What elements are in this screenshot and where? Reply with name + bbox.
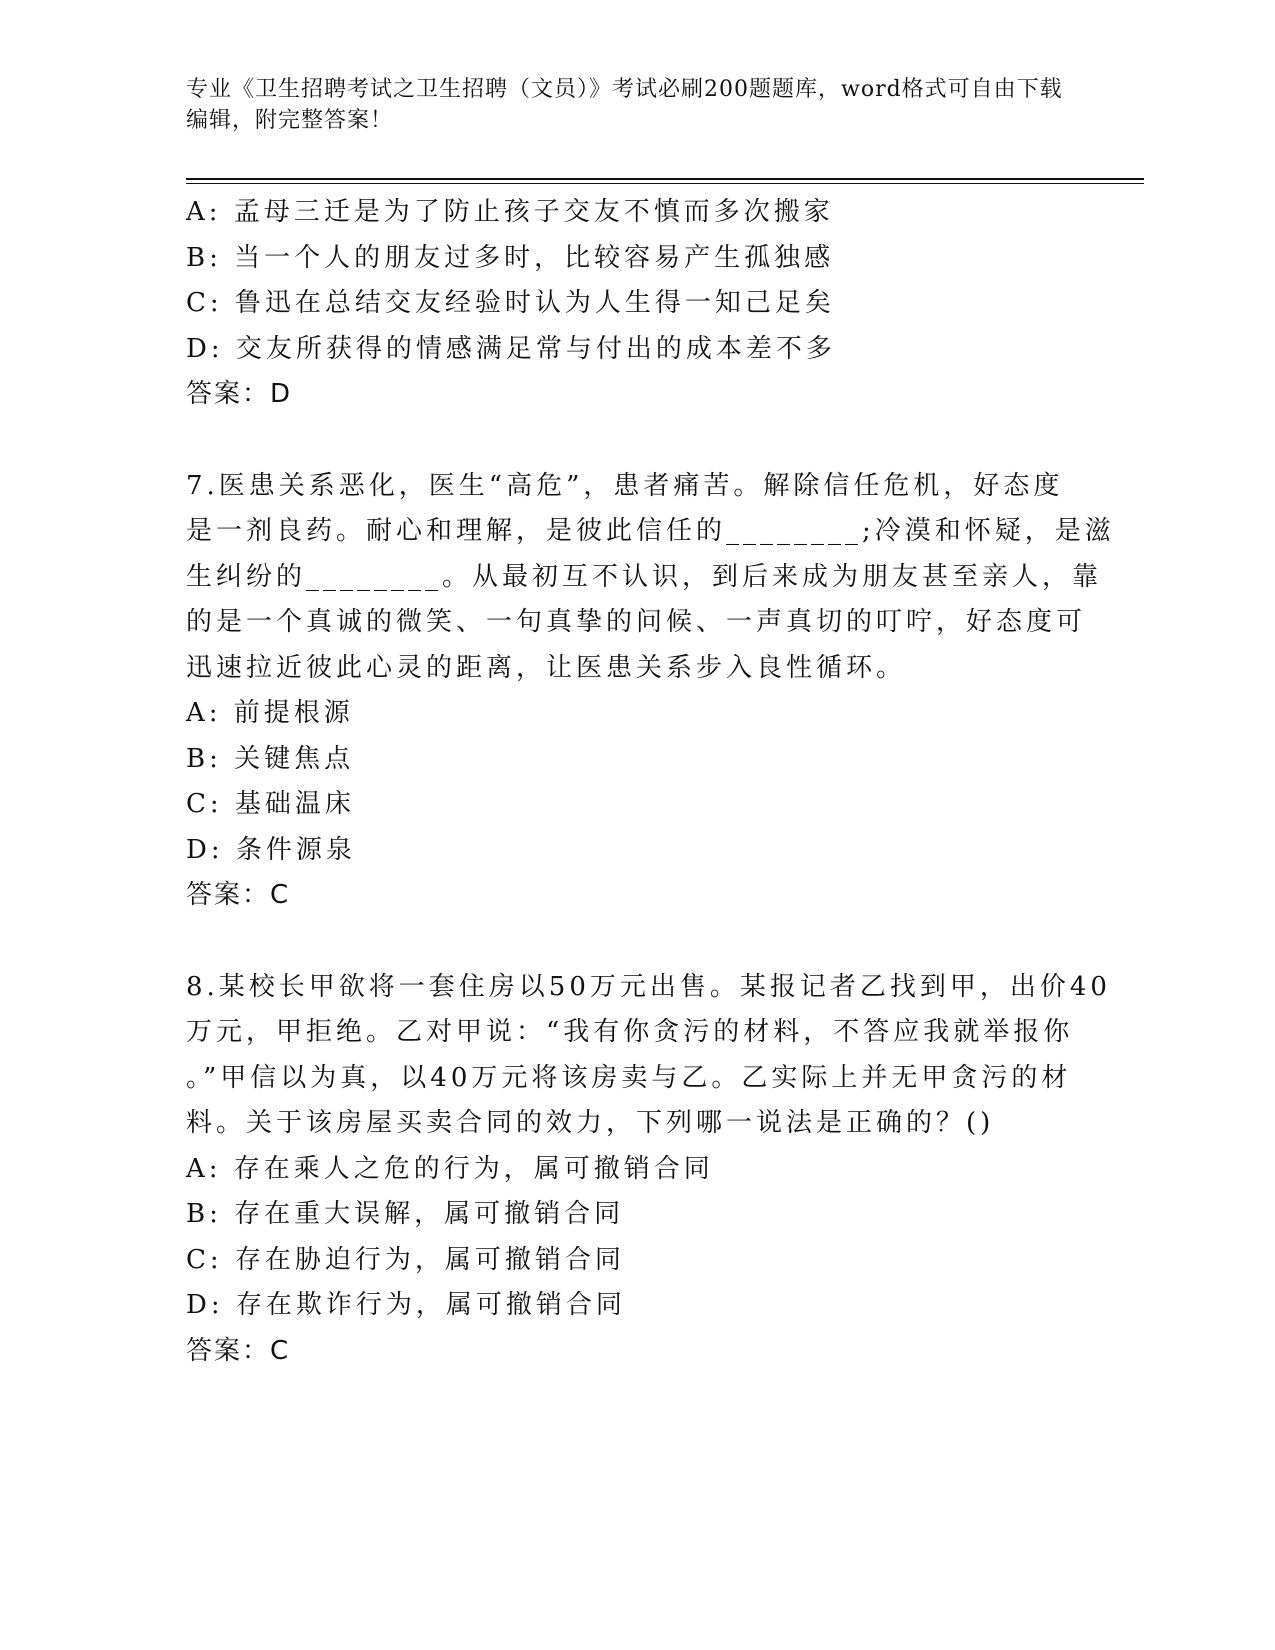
q7-stem-line-4: 的是一个真诚的微笑、一句真挚的问候、一声真切的叮咛，好态度可: [186, 607, 1087, 637]
q7-answer: 答案：C: [186, 880, 291, 910]
q7-stem-line-5: 迅速拉近彼此心灵的距离，让医患关系步入良性循环。: [186, 652, 907, 683]
question-list: [186, 190, 1115, 1374]
q8-option-d: D: 存在欺诈行为，属可撤销合同: [186, 1290, 626, 1320]
q7-stem-line-1: 7.医患关系恶化，医生“高危”，患者痛苦。解除信任危机，好态度: [186, 470, 1064, 501]
q7-option-a: A: 前提根源: [186, 698, 354, 728]
q7-option-b: B: 关键焦点: [186, 743, 355, 774]
question-6: [186, 190, 1086, 418]
q8-option-c: C: 存在胁迫行为，属可撤销合同: [186, 1244, 625, 1275]
spacer: [186, 919, 1086, 965]
q6-option-a: A: 孟母三迁是为了防止孩子交友不慎而多次搬家: [186, 197, 834, 227]
spacer: [186, 418, 1086, 464]
q7-option-d: D: 条件源泉: [186, 834, 356, 865]
q8-stem-line-3: 。”甲信以为真，以40万元将该房卖与乙。乙实际上并无甲贪污的材: [186, 1062, 1072, 1093]
q6-answer: 答案：D: [186, 379, 293, 409]
q8-stem-line-1: 8.某校长甲欲将一套住房以50万元出售。某报记者乙找到甲，出价40: [186, 971, 1111, 1002]
document-header: 专业《卫生招聘考试之卫生招聘（文员）》考试必刷200题题库，word格式可自由下载编辑，附完整答案！: [186, 77, 1063, 133]
q6-option-c: C: 鲁迅在总结交友经验时认为人生得一知己足矣: [186, 288, 835, 318]
q6-option-d: D: 交友所获得的情感满足常与付出的成本差不多: [186, 333, 836, 364]
q8-stem-line-4: 料。关于该房屋买卖合同的效力，下列哪一说法是正确的？(): [186, 1108, 995, 1138]
q8-option-b: B: 存在重大误解，属可撤销合同: [186, 1199, 625, 1229]
q7-stem-line-3: 生纠纷的________。从最初互不认识，到后来成为朋友甚至亲人，靠: [186, 561, 1103, 592]
q8-stem-line-2: 万元，甲拒绝。乙对甲说：“我有你贪污的材料，不答应我就举报你: [186, 1017, 1074, 1047]
header-divider-thin: [186, 183, 1144, 184]
question-8: [186, 965, 1111, 1375]
q7-stem-line-2: 是一剂良药。耐心和理解，是彼此信任的________;冷漠和怀疑，是滋: [186, 516, 1115, 546]
q8-option-a: A: 存在乘人之危的行为，属可撤销合同: [186, 1153, 714, 1184]
header-divider-thick: [186, 178, 1144, 180]
question-7: [186, 464, 1115, 919]
q7-option-c: C: 基础温床: [186, 789, 355, 819]
q8-answer: 答案：C: [186, 1335, 291, 1366]
q6-option-b: B: 当一个人的朋友过多时，比较容易产生孤独感: [186, 242, 835, 273]
